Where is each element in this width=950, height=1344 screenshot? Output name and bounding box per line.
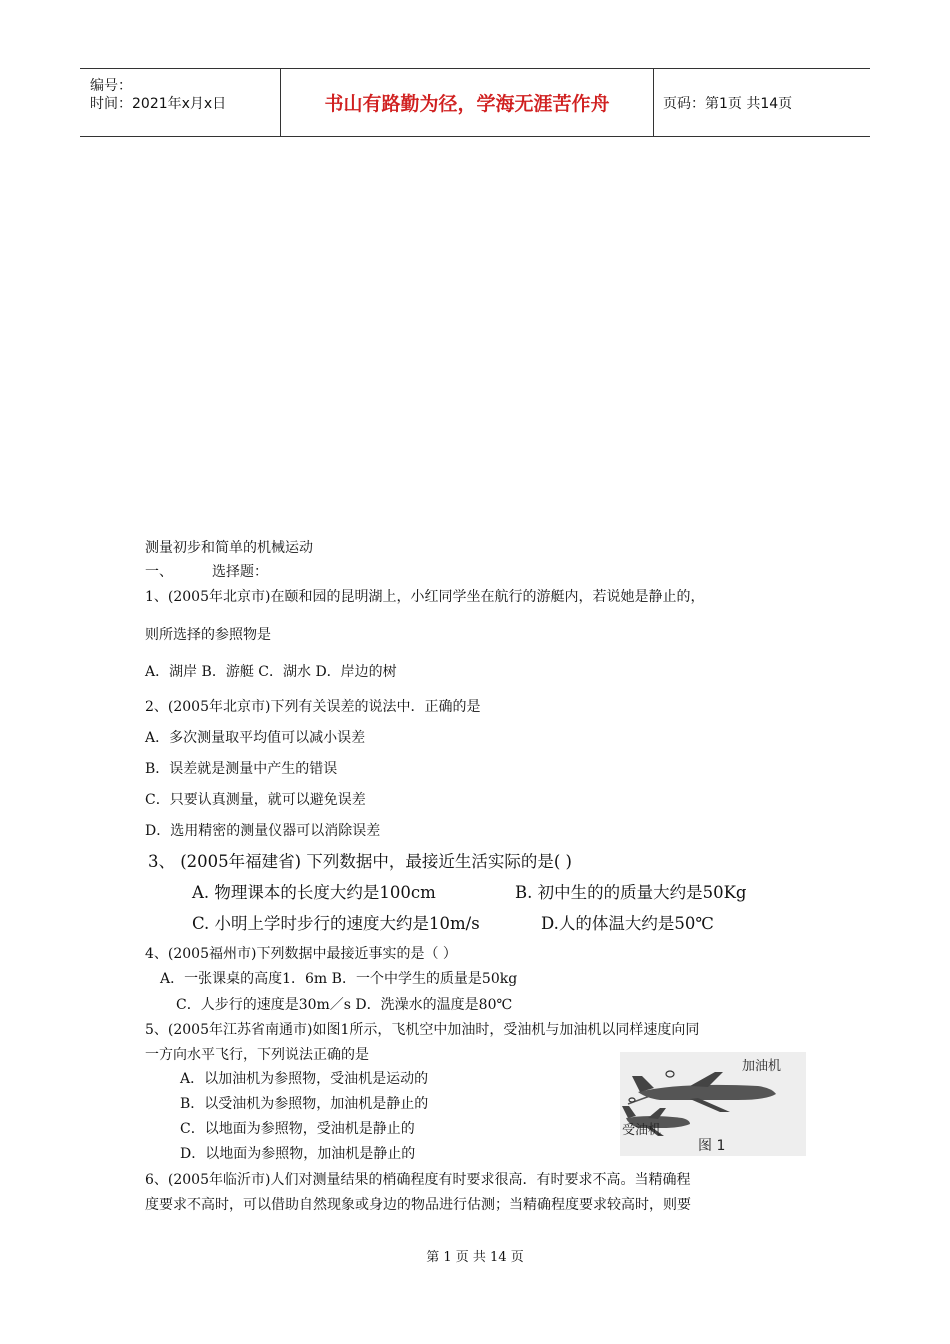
q6-line1: 6、(2005年临沂市)人们对测量结果的梢确程度有时要求很高．有时要求不高。当精确程 [145,1172,691,1188]
q3-option-a: A. 物理课本的长度大约是100cm [192,883,436,902]
q4-options-ab: A．一张课桌的高度1．6m B．一个中学生的质量是50kg [160,971,518,987]
time-label: 时间：2021年x月x日 [90,96,227,112]
q5-line1: 5、(2005年江苏省南通市)如图1所示，飞机空中加油时，受油机与加油机以同样速度向同 [145,1022,700,1038]
figure-tanker-label: 加油机 [742,1059,782,1074]
q3-option-c: C. 小明上学时步行的速度大约是10m/s [192,914,480,933]
q2-option-c: C．只要认真测量，就可以避免误差 [145,792,366,808]
q2-option-d: D．选用精密的测量仪器可以消除误差 [145,823,381,839]
q3-stem: 3、 (2005年福建省) 下列数据中，最接近生活实际的是( ) [148,852,572,871]
header-divider [653,69,654,136]
figure-caption: 图 1 [698,1138,726,1154]
q5-option-b: B．以受油机为参照物，加油机是静止的 [180,1096,429,1112]
header-meta [80,69,280,136]
q3-option-d: D.人的体温大约是50℃ [541,914,714,933]
document-title: 测量初步和简单的机械运动 [145,540,313,556]
page-footer: 第 1 页 共 14 页 [426,1250,524,1265]
figure-1-refueling [620,1052,806,1156]
q4-options-cd: C．人步行的速度是30m／s D．洗澡水的温度是80℃ [176,997,513,1013]
q5-option-c: C．以地面为参照物，受油机是静止的 [180,1121,415,1137]
header-page-info: 页码：第1页 共14页 [663,95,793,112]
q2-option-a: A．多次测量取平均值可以减小误差 [145,730,366,746]
section-label: 选择题： [212,564,268,580]
q4-stem: 4、(2005福州市)下列数据中最接近事实的是（ ） [145,946,457,962]
q5-option-d: D．以地面为参照物，加油机是静止的 [180,1146,416,1162]
q1-line1: 1、(2005年北京市)在颐和园的昆明湖上，小红同学坐在航行的游艇内，若说她是静止的， [145,589,705,605]
header-motto: 书山有路勤为径，学海无涯苦作舟 [324,93,610,115]
section-number: 一、 [145,564,173,580]
q2-stem: 2、(2005年北京市)下列有关误差的说法中．正确的是 [145,699,481,715]
number-label: 编号： [90,78,132,94]
page-header [80,68,870,137]
q1-line2: 则所选择的参照物是 [145,627,271,643]
q1-options: A．湖岸 B．游艇 C．湖水 D．岸边的树 [145,664,397,680]
q3-option-b: B. 初中生的的质量大约是50Kg [515,883,747,902]
q5-line2: 一方向水平飞行，下列说法正确的是 [145,1047,369,1063]
q2-option-b: B．误差就是测量中产生的错误 [145,761,338,777]
figure-receiver-label: 受油机 [622,1123,662,1138]
q5-option-a: A．以加油机为参照物，受油机是运动的 [180,1071,429,1087]
q6-line2: 度要求不高时，可以借助自然现象或身边的物品进行估测；当精确程度要求较高时，则要 [145,1197,691,1213]
